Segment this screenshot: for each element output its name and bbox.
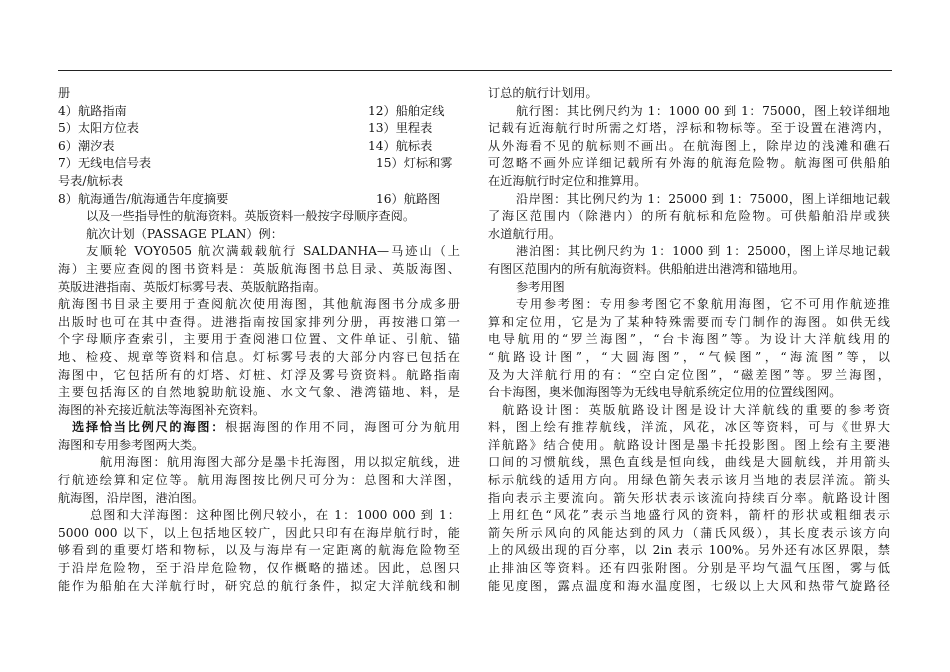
- text-line: 订总的航行计划用。: [488, 86, 598, 100]
- text-line: 海图和专用参考图两大类。: [58, 437, 205, 452]
- text-line: 地、检疫、规章等资料和信息。灯标雾号表的大部分内容已包括在: [58, 349, 460, 364]
- text-line: 总图和大洋海图：这种图比例尺较小，在 1：1000 000 到 1：: [90, 508, 460, 523]
- text-line: 于沿岸危险物，至于沿岸危险物，仅作概略的描述。因此，总图只: [58, 561, 460, 576]
- text-line: 海图的补充接近航法等海图补充资料。: [58, 402, 266, 417]
- text-line: 标示航线的适用方向。用绿色箭矢表示该月当地的表层洋流。箭头: [488, 473, 890, 488]
- text-line: [58, 120, 460, 138]
- list-item: 12）船舶定线: [368, 103, 445, 118]
- text-line: 水道航行用。: [488, 226, 562, 241]
- text-line: 出版时也可在其中查得。进港指南按国家排列分册，再按港口第一: [58, 314, 460, 329]
- text-line: [58, 191, 460, 209]
- list-item: 6）潮汐表: [58, 138, 115, 153]
- left-column: [58, 85, 460, 595]
- text-line: 料，图上绘有推荐航线，洋流，风花，冰区等资料，可与《世界大: [488, 420, 890, 435]
- text-line: 主要包括海区的自然地貌助航设施、水文气象、港湾锚地、料，是: [58, 385, 460, 400]
- bold-heading: 选择恰当比例尺的海图：: [72, 420, 226, 435]
- text-line: 记载有近海航行时所需之灯塔，浮标和物标等。至于设置在港湾内，: [488, 121, 890, 136]
- text-line: 电导航用的“罗兰海图”，“台卡海图”等。为设计大洋航线用的: [488, 332, 890, 347]
- text-line: 止排油区等资料。还有四张附图。分别是平均气温气压图，雾与低: [488, 561, 890, 576]
- text-line: [58, 103, 460, 121]
- text-line: 友顺轮 VOY0505 航次满载载航行 SALDANHA—马迹山（上: [86, 244, 460, 259]
- list-item: 8）航海通告/航海通告年度摘要: [58, 191, 229, 206]
- list-item: 4）航路指南: [58, 103, 127, 118]
- text-line: 口间的习惯航线，黑色直线是恒向线，曲线是大圆航线，并用箭头: [488, 455, 890, 470]
- text-line: 航海图，沿岸图，港泊图。: [58, 490, 205, 505]
- text-line: 号表/航标表: [58, 173, 124, 188]
- text-line: 航行图：其比例尺约为 1：1000 00 到 1：75000，图上较详细地: [516, 103, 890, 118]
- text-line: 港泊图：其比例尺约为 1：1000 到 1：25000，图上详尽地记载: [516, 244, 890, 259]
- text-line: 册: [58, 86, 71, 100]
- header-rule: [58, 70, 892, 71]
- text-line: 够看到的重要灯塔和物标，以及与海岸有一定距离的航海危险物至: [58, 543, 460, 558]
- text-line: [58, 155, 460, 173]
- text-line: 5000 000 以下，以上包括地区较广，因此只印有在海岸航行时，能: [58, 525, 460, 540]
- text-line: 及为大洋航行用的有：“空白定位图”，“磁差图”等。罗兰海图，: [488, 367, 890, 382]
- text-line: 算和定位用，它是为了某种特殊需要而专门制作的海图。如供无线: [488, 314, 890, 329]
- text-line: 洋航路》结合使用。航路设计图是墨卡托投影图。图上绘有主要港: [488, 437, 890, 452]
- right-column: [488, 85, 890, 595]
- text-line: 以及一些指导性的航海资料。英版资料一般按字母顺序查阅。: [86, 209, 416, 224]
- list-item: 5）太阳方位表: [58, 121, 139, 136]
- text-line: 可忽略不画外应详细记载所有外海的航海危险物。航海图可供船舶: [488, 156, 890, 171]
- list-item: 14）航标表: [368, 138, 433, 153]
- text-line: [58, 138, 460, 156]
- text-line: 参考用图: [516, 279, 565, 294]
- text-line: 海图中，它包括所有的灯塔、灯桩、灯浮及雾号资资料。航路指南: [58, 367, 460, 382]
- text-line: 了海区范围内（除港内）的所有航标和危险物。可供船舶沿岸或狭: [488, 209, 890, 224]
- text-line: 台卡海图，奥米伽海图等为无线电导航系统定位用的位置线图网。: [488, 385, 842, 400]
- list-item: 16）航路图: [376, 191, 441, 206]
- text-line: 航海图书目录主要用于查阅航次使用海图，其他航海图书分成多册: [58, 297, 460, 312]
- text-line: [58, 419, 460, 437]
- list-item: 7）无线电信号表: [58, 156, 152, 171]
- text-line: 行航迹绘算和定位等。航用海图按比例尺可分为：总图和大洋图，: [58, 473, 460, 488]
- text-line: 有图区范围内的所有航海资料。供船舶进出港湾和锚地用。: [488, 261, 805, 276]
- text-line: 沿岸图：其比例尺约为 1：25000 到 1：75000，图上详细地记载: [516, 191, 890, 206]
- text-line: 从外海看不见的航标则不画出。在航海图上，除岸边的浅滩和礁石: [488, 138, 890, 153]
- text-line: 航用海图：航用海图大部分是墨卡托海图，用以拟定航线，进: [100, 455, 460, 470]
- text-line: 指向表示主要流向。箭矢形状表示该流向持续百分率。航路设计图: [488, 490, 890, 505]
- text-line: 上用红色“风花”表示当地盛行风的资料，箭杆的形状或粗细表示: [488, 508, 890, 523]
- text-line: 专用参考图：专用参考图它不象航用海图，它不可用作航迹推: [516, 297, 890, 312]
- text-line: 箭矢所示风向的风能达到的风力（蒲氏风级），其长度表示该方向: [488, 525, 890, 540]
- text-line: 航次计划（PASSAGE PLAN）例：: [86, 226, 283, 241]
- text-line: 在近海航行时定位和推算用。: [488, 173, 647, 188]
- text-line: 能见度图，露点温度和海水温度图，七级以上大风和热带气旋路径: [488, 578, 890, 593]
- text-line: 海）主要应查阅的图书资料是：英版航海图书总目录、英版海图、: [58, 261, 460, 276]
- text-line: “航路设计图”，“大圆海图”，“气候图”，“海流图”等，以: [488, 349, 890, 364]
- text-line: 英版进港指南、英版灯标雾号表、英版航路指南。: [58, 279, 327, 294]
- list-item: 15）灯标和雾: [376, 156, 453, 171]
- text-line: 上的风级出现的百分率，以 2in 表示 100%。另外还有冰区界限，禁: [488, 543, 890, 558]
- text-line: 航路设计图：英版航路设计图是设计大洋航线的重要的参考资: [502, 402, 890, 417]
- list-item: 13）里程表: [368, 121, 433, 136]
- text-line: 能作为船舶在大洋航行时，研究总的航行条件，拟定大洋航线和制: [58, 578, 460, 593]
- paragraph-text: 根据海图的作用不同，海图可分为航用: [225, 420, 461, 435]
- text-line: 个字母顺序查索引，主要用于查阅港口位置、文件单证、引航、锚: [58, 332, 460, 347]
